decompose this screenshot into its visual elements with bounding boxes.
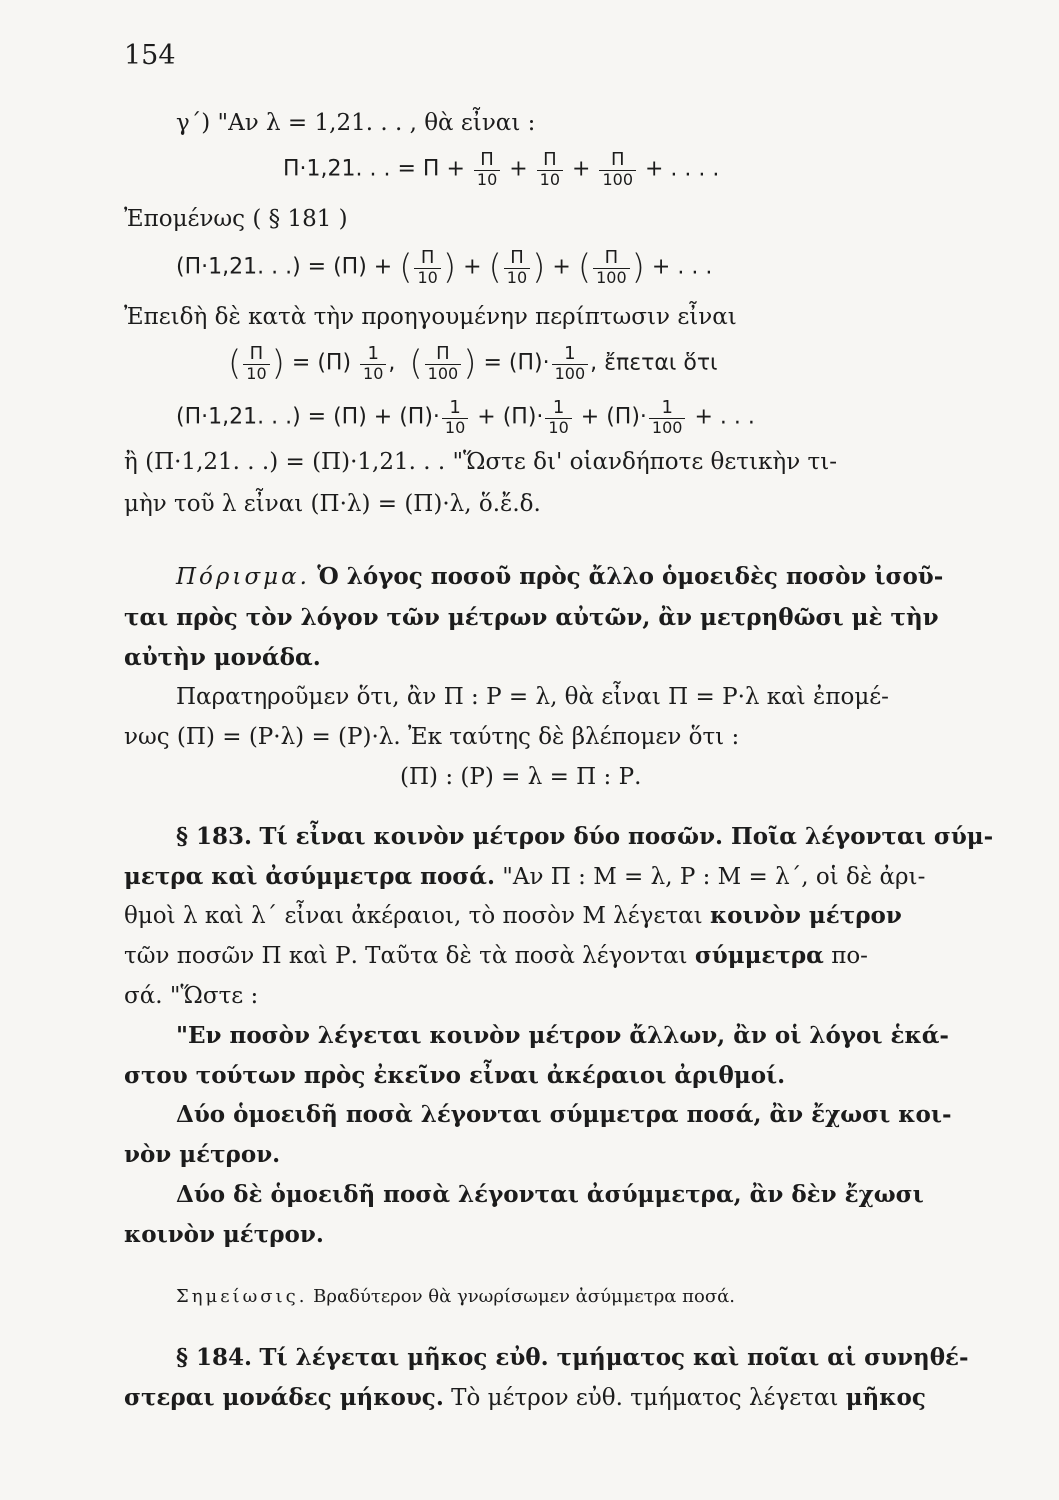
page-number: 154 xyxy=(124,40,176,71)
definition-line-4: νὸν μέτρον. xyxy=(124,1141,281,1168)
fraction: $\frac{\Pi}{10}$ xyxy=(474,150,500,189)
epeidi-line: Ἐπειδὴ δὲ κατὰ τὴν προηγουμένην περίπτωσιν εἶναι xyxy=(124,304,737,330)
porisma-label: Πόρισμα. xyxy=(176,564,310,590)
equation-3: ( $\frac{\Pi}{10}$ ) = (Π) $\frac{1}{10}$ , ( $\frac{\Pi}{100}$ ) = (Π)· $\frac{1}{100}$ , ἔπεται ὅτι xyxy=(228,343,718,384)
eq2-tail: + . . . xyxy=(651,254,713,280)
section-183-heading: § 183. Τί εἶναι κοινὸν μέτρον δύο ποσῶν. Ποῖα λέγονται σύμ- xyxy=(176,823,994,850)
section-184-heading: § 184. Τί λέγεται μῆκος εὐθ. τμήματος καὶ ποῖαι αἱ συνηθέ- xyxy=(176,1344,969,1371)
definition-line-5: Δύο δὲ ὁμοειδῆ ποσὰ λέγονται ἀσύμμετρα, ἂν δὲν ἔχωσι xyxy=(176,1181,924,1208)
definition-line-6: κοινὸν μέτρον. xyxy=(124,1221,324,1248)
case-text: "Αν λ = 1,21. . . , θὰ εἶναι : xyxy=(210,110,536,136)
section-183-line-4: τῶν ποσῶν Π καὶ Ρ. Ταῦτα δὲ τὰ ποσὰ λέγονται σύμμετρα πο- xyxy=(124,942,868,969)
section-183-line-3: θμοὶ λ καὶ λ΄ εἶναι ἀκέραιοι, τὸ ποσὸν Μ λέγεται κοινὸν μέτρον xyxy=(124,902,902,929)
section-183-line-5: σά. "Ὥστε : xyxy=(124,983,259,1009)
section-183-line-2: μετρα καὶ ἀσύμμετρα ποσά. "Αν Π : Μ = λ, Ρ : Μ = λ΄, οἱ δὲ ἀρι- xyxy=(124,863,926,890)
case-gamma-line xyxy=(176,108,535,138)
fraction: $\frac{\Pi}{10}$ xyxy=(537,150,563,189)
definition-line-1: "Εν ποσὸν λέγεται κοινὸν μέτρον ἄλλων, ἂν οἱ λόγοι ἑκά- xyxy=(176,1022,949,1049)
equation-2: (Π·1,21. . .) = (Π) + ( $\frac{\Pi}{10}$ ) + ( $\frac{\Pi}{10}$ ) + ( $\frac{\Pi}{100}$ ) + . . . xyxy=(176,247,713,288)
porisma-line-1: Πόρισμα. Ὁ λόγος ποσοῦ πρὸς ἄλλο ὁμοειδὲς ποσὸν ἰσοῦ- xyxy=(176,563,944,590)
porisma-line-2: ται πρὸς τὸν λόγον τῶν μέτρων αὐτῶν, ἂν μετρηθῶσι μὲ τὴν xyxy=(124,604,939,631)
porisma-line-3: αὐτὴν μονάδα. xyxy=(124,644,321,671)
parat-line-3: (Π) : (Ρ) = λ = Π : Ρ. xyxy=(400,764,642,790)
note-text: Βραδύτερον θὰ γνωρίσωμεν ἀσύμμετρα ποσά. xyxy=(307,1286,735,1307)
equation-4: (Π·1,21. . .) = (Π) + (Π)· $\frac{1}{10}$ + (Π)· $\frac{1}{10}$ + (Π)· $\frac{1}{100}$ + . . . xyxy=(176,397,755,437)
note-line xyxy=(176,1282,735,1312)
eq1-lhs: Π·1,21. . . = Π + xyxy=(283,156,465,182)
case-label: γ΄) xyxy=(176,110,211,136)
section-184-line-2: στεραι μονάδες μήκους. Τὸ μέτρον εὐθ. τμήματος λέγεται μῆκος xyxy=(124,1384,926,1411)
eq3-tail: ἔπεται ὅτι xyxy=(604,350,718,376)
note-label: Σημείωσις. xyxy=(176,1286,308,1307)
equation-1: Π·1,21. . . = Π + $\frac{\Pi}{10}$ + $\frac{\Pi}{10}$ + $\frac{\Pi}{100}$ + . . . . xyxy=(283,149,720,189)
eta-line: ἢ (Π·1,21. . .) = (Π)·1,21. . . "Ὥστε δι' οἱανδήποτε θετικὴν τι- xyxy=(124,449,838,475)
fraction: $\frac{\Pi}{100}$ xyxy=(599,150,636,189)
parat-line-2: νως (Π) = (Ρ·λ) = (Ρ)·λ. Ἐκ ταύτης δὲ βλέπομεν ὅτι : xyxy=(124,724,740,750)
mien-line: μὴν τοῦ λ εἶναι (Π·λ) = (Π)·λ, ὅ.ἔ.δ. xyxy=(124,491,541,517)
eq2-lhs: (Π·1,21. . .) = (Π) + xyxy=(176,254,393,280)
definition-line-2: στου τούτων πρὸς ἐκεῖνο εἶναι ἀκέραιοι ἀριθμοί. xyxy=(124,1062,786,1089)
parat-line-1: Παρατηροῦμεν ὅτι, ἂν Π : Ρ = λ, θὰ εἶναι Π = Ρ·λ καὶ ἐπομέ- xyxy=(176,684,889,710)
epomenos-line: Ἐπομένως ( § 181 ) xyxy=(124,206,348,232)
eq1-tail: + . . . . xyxy=(645,156,720,182)
definition-line-3: Δύο ὁμοειδῆ ποσὰ λέγονται σύμμετρα ποσά, ἂν ἔχωσι κοι- xyxy=(176,1101,952,1128)
